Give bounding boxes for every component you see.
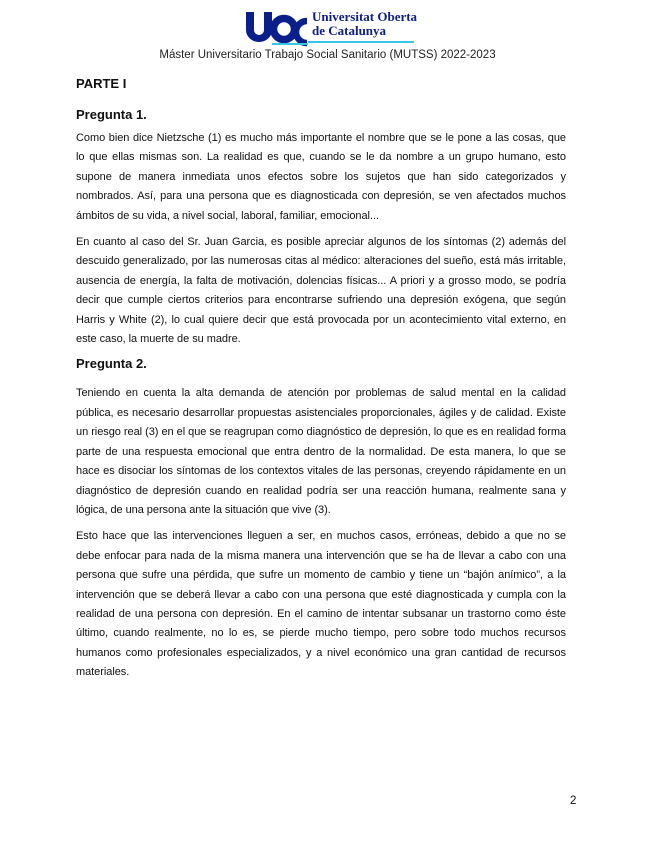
logo-underline [308,41,414,43]
university-name-line1: Universitat Oberta [312,9,418,24]
question-2-paragraph-1: Teniendo en cuenta la alta demanda de atención por problemas de salud mental en la calidad pública, es necesario desarrollar propuestas asistenciales proporcionales, ágiles y de calidad. Existe un riesgo real (3) en el que se reagrupan como diagnóstico de depresión, lo que es en realidad forma parte de una respuesta emocional que entra dentro de la normalidad. De esta manera, lo que se hace es disociar los síntomas de los contextos vitales de las personas, creyendo rápidamente en un diagnóstico de depresión cuando en realidad podría ser una reacción humana, realmente sana y lógica, de una persona ante la situación que vive (3). [76,387,566,516]
uoc-logo-mark-icon [244,9,308,47]
uoc-logo [244,9,417,47]
question-2-title: Pregunta 2. [76,356,147,372]
question-1-title: Pregunta 1. [76,107,147,122]
university-name-line2: de Catalunya [312,23,387,38]
page-number: 2 [570,795,577,807]
question-1-paragraph-2: En cuanto al caso del Sr. Juan Garcia, es posible apreciar algunos de los síntomas (2) además del descuido generalizado, por las numerosas citas al médico: alteraciones del sueño, está más irritable, ausencia de energía, la falta de motivación, dolencias físicas... A priori y a grosso modo, se podría decir que cumple ciertos criterios para encontrarse sufriendo una depresión exógena, que según Harris y White (2), lo cual quiere decir que está provocada por un acontecimiento vital externo, en este caso, la muerte de su madre. [76,236,566,346]
section-title: PARTE I [76,76,127,91]
question-2-paragraph-2: Esto hace que las intervenciones lleguen a ser, en muchos casos, erróneas, debido a que no se debe enfocar para nada de la misma manera una intervención que se ha de llevar a cabo con una persona que sufre una pérdida, que sufre un momento de cambio y tiene un “bajón anímico”, a la intervención que se deberá llevar a cabo con una persona que esté diagnosticada y cumpla con la realidad de una persona con depresión. En el camino de intentar subsanar un trastorno como éste último, cuando realmente, no lo es, se pierde mucho tiempo, pero sobre todo muchos recursos humanos como profesionales especializados, y a nivel económico una gran cantidad de recursos materiales. [76,530,566,679]
program-header: Máster Universitario Trabajo Social Sanitario (MUTSS) 2022-2023 [159,49,496,61]
question-1-paragraph-1: Como bien dice Nietzsche (1) es mucho más importante el nombre que se le pone a las cosas, que lo que ellas mismas son. La realidad es que, cuando se le da nombre a un grupo humano, esto supone de manera inmediata unos efectos sobre los sujetos que han sido categorizados y nombrados. Así, para una persona que es diagnosticada con depresión, se ven afectados muchos ámbitos de su vida, a nivel social, laboral, familiar, emocional... [76,132,566,222]
document-body [76,76,566,690]
university-name [308,9,417,43]
